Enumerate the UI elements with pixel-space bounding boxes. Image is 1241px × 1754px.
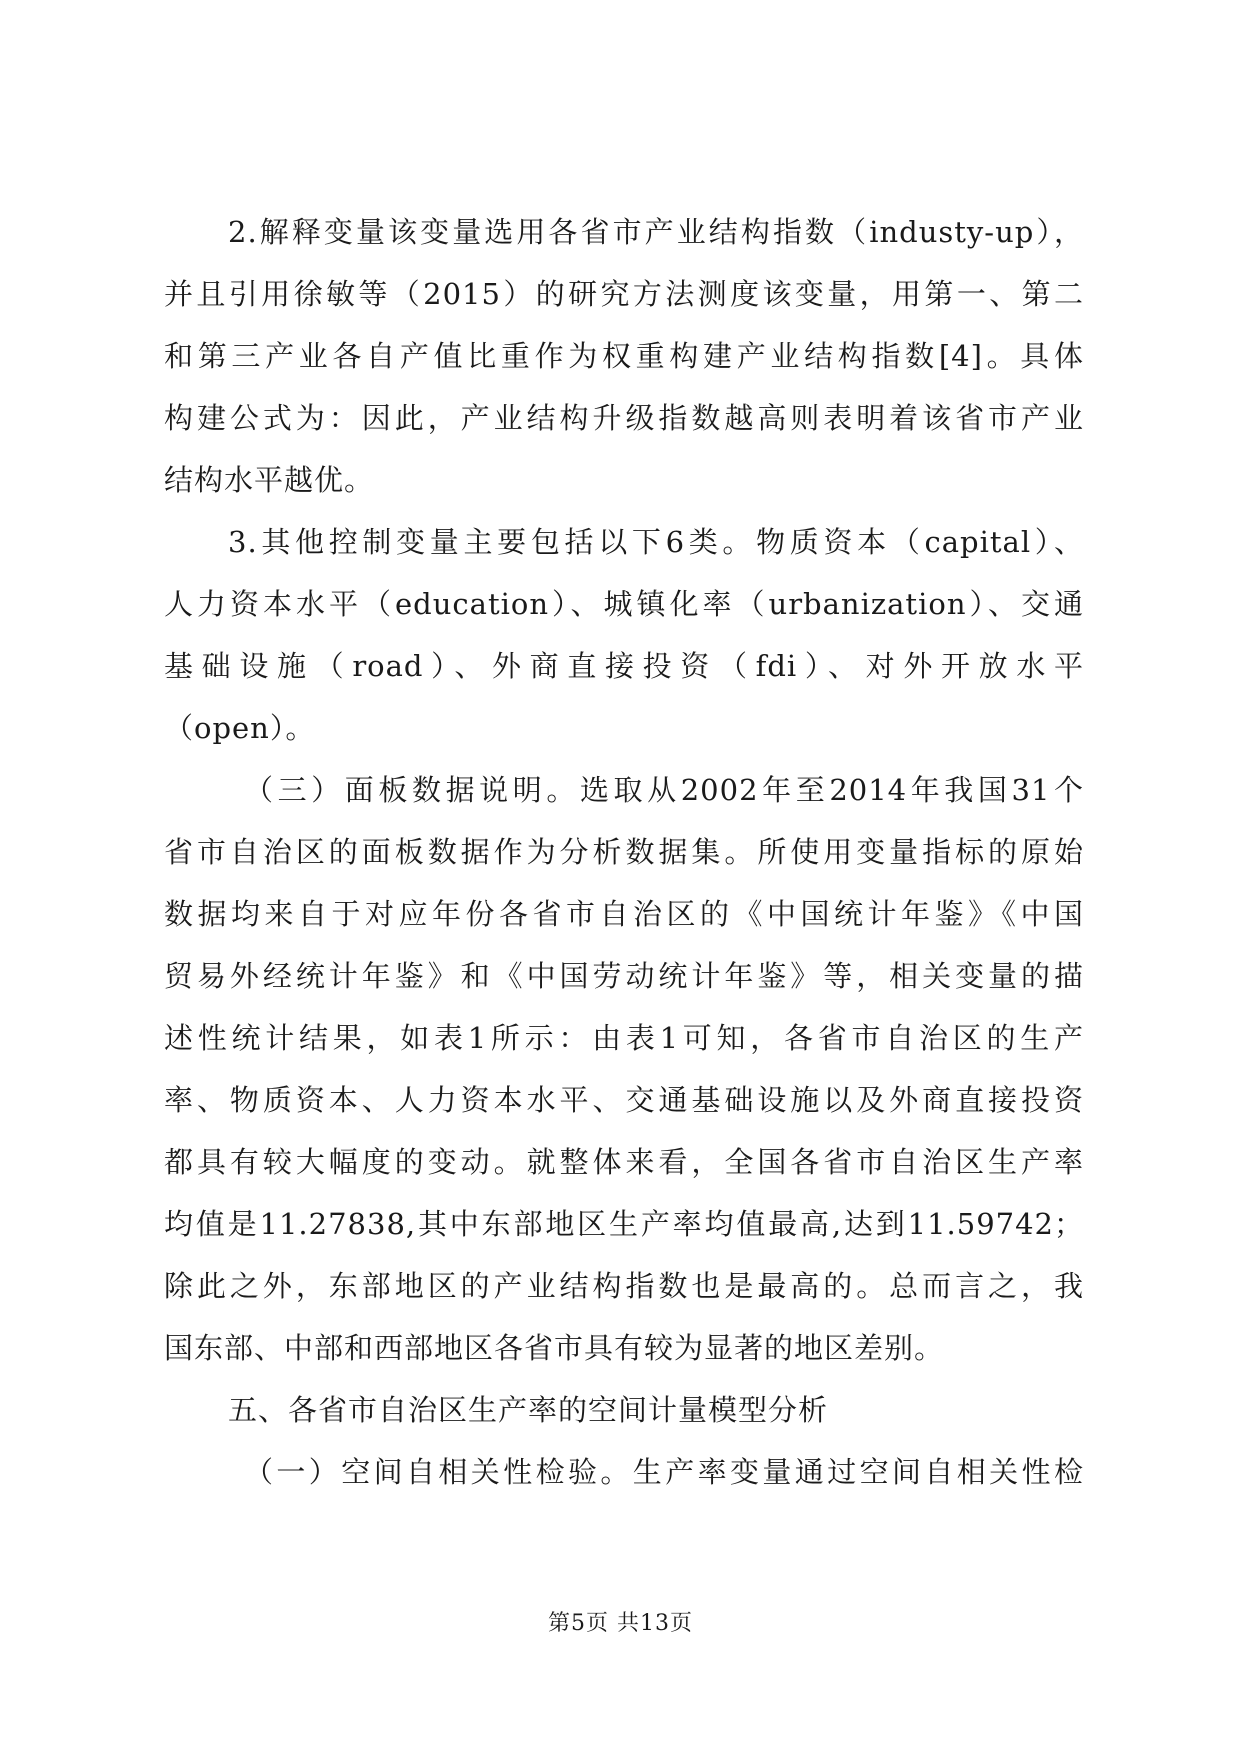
paragraph-line: 除此之外，东部地区的产业结构指数也是最高的。总而言之，我 — [164, 1269, 1084, 1303]
paragraph-line: 构建公式为：因此，产业结构升级指数越高则表明着该省市产业 — [164, 401, 1084, 435]
paragraph-line: 结构水平越优。 — [164, 463, 375, 497]
paragraph-line: 数据均来自于对应年份各省市自治区的《中国统计年鉴》《中国 — [164, 897, 1084, 931]
paragraph-line: 和第三产业各自产值比重作为权重构建产业结构指数[4]。具体 — [164, 339, 1084, 373]
paragraph-line: （三）面板数据说明。选取从2002年至2014年我国31个 — [244, 773, 1084, 807]
paragraph-line: 贸易外经统计年鉴》和《中国劳动统计年鉴》等，相关变量的描 — [164, 959, 1084, 993]
paragraph-line: （一）空间自相关性检验。生产率变量通过空间自相关性检 — [244, 1455, 1084, 1489]
paragraph-line: 国东部、中部和西部地区各省市具有较为显著的地区差别。 — [164, 1331, 945, 1365]
paragraph-line: 述性统计结果，如表1所示：由表1可知，各省市自治区的生产 — [164, 1021, 1084, 1055]
paragraph-line: 省市自治区的面板数据作为分析数据集。所使用变量指标的原始 — [164, 835, 1084, 869]
paragraph-line: 人力资本水平（education）、城镇化率（urbanization）、交通 — [164, 587, 1084, 621]
paragraph-line: 基础设施（road）、外商直接投资（fdi）、对外开放水平 — [164, 649, 1084, 683]
paragraph-line: 率、物质资本、人力资本水平、交通基础设施以及外商直接投资 — [164, 1083, 1084, 1117]
paragraph-line: 3.其他控制变量主要包括以下6类。物质资本（capital）、 — [228, 525, 1084, 559]
paragraph-line: 并且引用徐敏等（2015）的研究方法测度该变量，用第一、第二 — [164, 277, 1084, 311]
paragraph-line: 都具有较大幅度的变动。就整体来看，全国各省市自治区生产率 — [164, 1145, 1084, 1179]
section-heading: 五、各省市自治区生产率的空间计量模型分析 — [228, 1393, 829, 1427]
paragraph-line: （open）。 — [164, 711, 316, 745]
paragraph-line: 均值是11.27838,其中东部地区生产率均值最高,达到11.59742； — [164, 1207, 1084, 1241]
page-footer: 第5页 共13页 — [548, 1611, 693, 1636]
paragraph-line: 2.解释变量该变量选用各省市产业结构指数（industy-up）， — [228, 215, 1084, 249]
